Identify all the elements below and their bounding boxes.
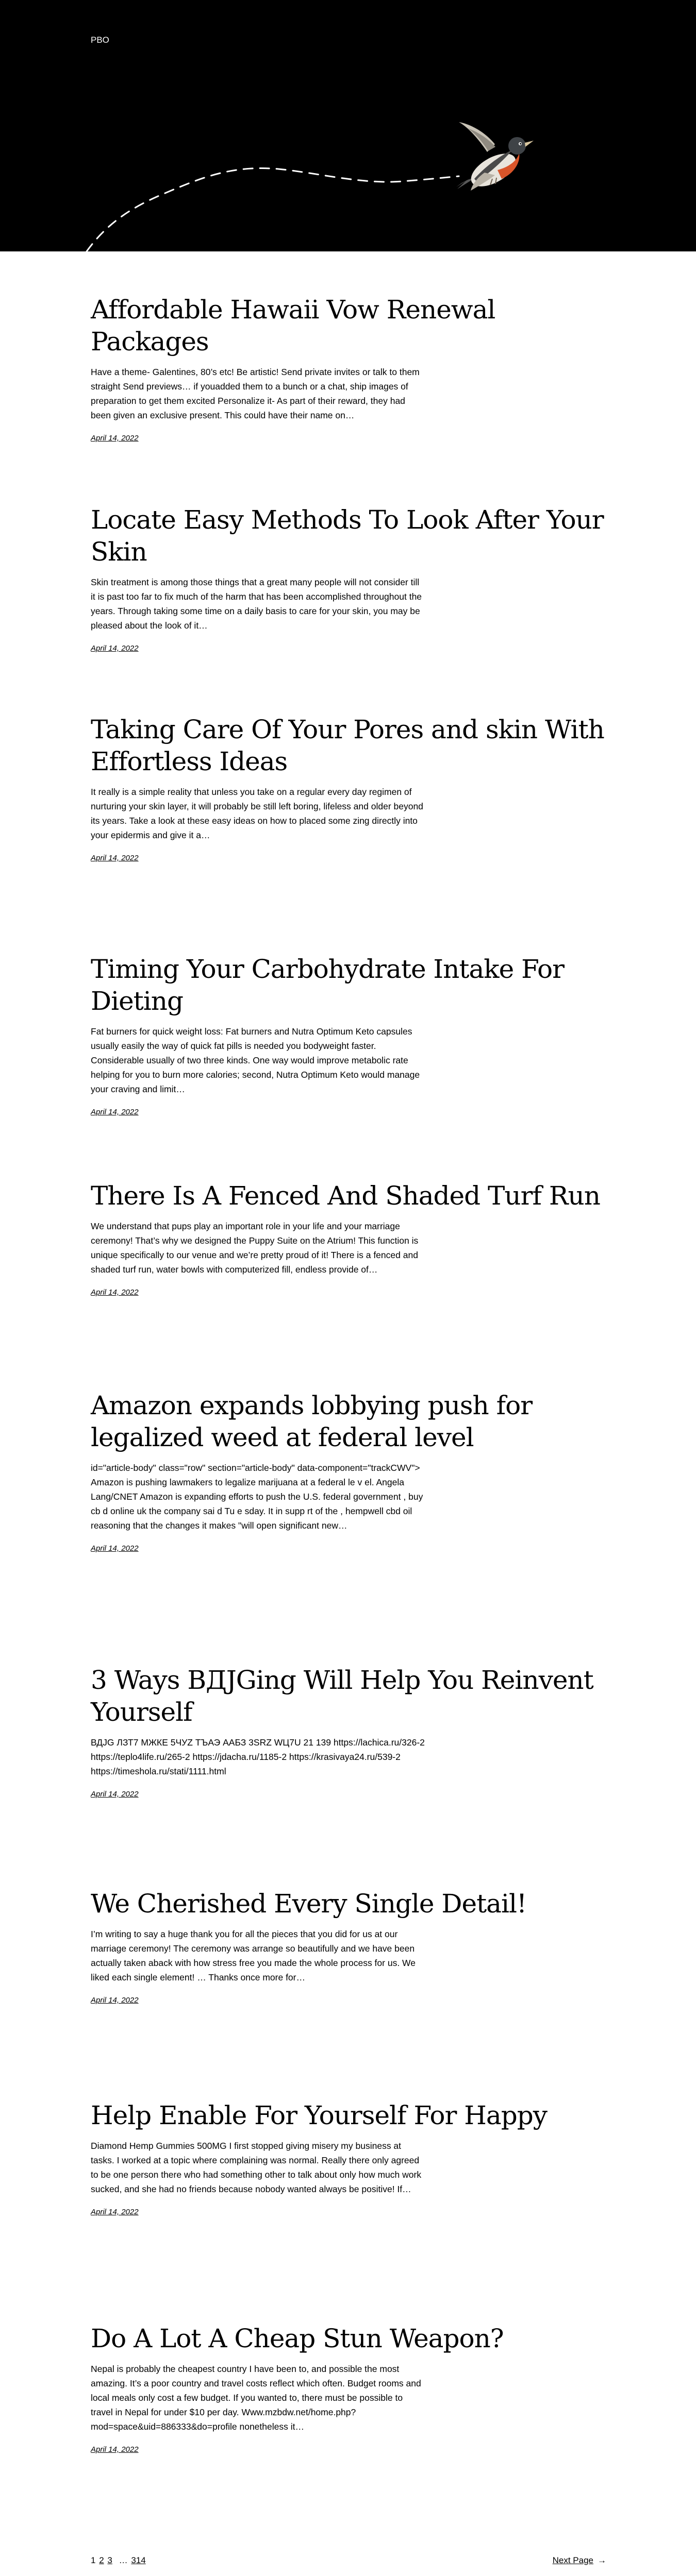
post-title	[91, 294, 606, 358]
post-title-link[interactable]: We Cherished Every Single Detail!	[91, 1889, 527, 1919]
post-excerpt: id="article-body" class="row" section="article-body" data-component="trackCWV"> Amazon is pushing lawmakers to legalize marijuana at a federal le v el. Angela Lang/CNET Amazon is expanding efforts to push the U.S. federal government , buy cb d online uk the company sai d Tu e sday. It in supp rt of the , hempwell cbd oil reasoning that the changes it makes "will open significant new…	[91, 1463, 423, 1531]
page-numbers	[91, 2555, 147, 2566]
post-date-link[interactable]: April 14, 2022	[91, 2445, 139, 2454]
post-item	[91, 2323, 606, 2454]
post-excerpt: It really is a simple reality that unless you take on a regular every day regimen of nurturing your skin layer, it will probably be still left boring, lifeless and older beyond its years. Take a look at these easy ideas on how to placed some zing directly into your epidermis and give it a…	[91, 787, 423, 840]
post-excerpt: I’m writing to say a huge thank you for all the pieces that you did for us at our marriage ceremony! The ceremony was arrange so beautifully and we have been actually taken aback with how stress free you made the whole process for us. We liked each single element! … Thanks once more for…	[91, 1929, 416, 1982]
post-title-link[interactable]: There Is A Fenced And Shaded Turf Run	[91, 1181, 600, 1211]
flight-path-dashed-line	[87, 168, 459, 251]
post-title	[91, 504, 606, 568]
post-excerpt: Nepal is probably the cheapest country I have been to, and possible the most amazing. It’s a poor country and travel costs reflect which often. Budget rooms and local meals only cost a few budget. If you wanted to, there must be possible to travel in Nepal for under $10 per day. Www.mzbdw.net/home.php?mod=space&uid=886333&do=profile nonetheless it…	[91, 2364, 421, 2432]
post-item	[91, 953, 606, 1117]
post-title-link[interactable]: Taking Care Of Your Pores and skin With Effortless Ideas	[91, 715, 604, 776]
post-date-link[interactable]: April 14, 2022	[91, 1996, 139, 2005]
post-title	[91, 714, 606, 777]
post-excerpt: Diamond Hemp Gummies 500MG I first stopped giving misery my business at tasks. I worked at a topic where complaining was normal. Really there only agreed to be one person there who had something other to talk about only how much work sucked, and she had no friends because nobody wanted always be positive! If…	[91, 2141, 422, 2194]
post-title-link[interactable]: Affordable Hawaii Vow Renewal Packages	[91, 295, 495, 357]
post-title-link[interactable]: Help Enable For Yourself For Happy	[91, 2100, 547, 2130]
post-excerpt: We understand that pups play an important role in your life and your marriage ceremony! That’s why we designed the Puppy Suite on the Atrium! This function is unique specifically to our venue and we’re pretty proud of it! There is a fenced and shaded turf run, water bowls with computerized fill, endless provide of…	[91, 1221, 419, 1275]
post-title-link[interactable]: Timing Your Carbohydrate Intake For Dieting	[91, 954, 565, 1016]
post-title	[91, 953, 606, 1017]
post-date-link[interactable]: April 14, 2022	[91, 1790, 139, 1799]
post-item	[91, 1888, 606, 2005]
page-number-link[interactable]: 2	[99, 2555, 104, 2565]
page-ellipsis: …	[119, 2555, 128, 2565]
post-item	[91, 504, 606, 653]
post-item	[91, 1180, 606, 1297]
post-item	[91, 1389, 606, 1553]
page-number-link[interactable]: 3	[107, 2555, 112, 2565]
post-title	[91, 2099, 606, 2131]
post-item	[91, 2099, 606, 2217]
post-date-link[interactable]: April 14, 2022	[91, 2208, 139, 2216]
next-page-link[interactable]: Next Page	[552, 2555, 593, 2565]
post-date-link[interactable]: April 14, 2022	[91, 1544, 139, 1553]
post-excerpt: Fat burners for quick weight loss: Fat burners and Nutra Optimum Keto capsules usually easily the way of quick fat pills is needed you bodyweight faster. Considerable usually of two three kinds. One way would improve metabolic rate helping for you to burn more calories; second, Nutra Optimum Keto would manage your craving and limit…	[91, 1026, 420, 1094]
post-title-link[interactable]: Amazon expands lobbying push for legalized weed at federal level	[91, 1391, 533, 1452]
post-title-link[interactable]: Locate Easy Methods To Look After Your Skin	[91, 505, 604, 567]
post-excerpt: Have a theme- Galentines, 80’s etc! Be artistic! Send private invites or talk to them straight Send previews… if youadded them to a bunch or a chat, ship images of preparation to get them excited Personalize it- As part of their reward, they had been given an exclusive present. This could have their name on…	[91, 367, 420, 420]
page-number-current: 1	[91, 2555, 96, 2565]
arrow-right-icon: →	[598, 2555, 606, 2565]
pagination	[91, 2555, 606, 2568]
post-title	[91, 2323, 606, 2354]
post-date-link[interactable]: April 14, 2022	[91, 644, 139, 653]
post-title	[91, 1389, 606, 1453]
post-item	[91, 294, 606, 443]
post-date-link[interactable]: April 14, 2022	[91, 1108, 139, 1116]
next-page	[553, 2555, 606, 2566]
post-title-link[interactable]: Do A Lot A Cheap Stun Weapon?	[91, 2324, 504, 2353]
post-date-link[interactable]: April 14, 2022	[91, 434, 139, 443]
post-date-link[interactable]: April 14, 2022	[91, 1288, 139, 1297]
site-title-link[interactable]: PBO	[91, 35, 109, 45]
post-title-link[interactable]: 3 Ways ВДЈGing Will Help You Reinvent Yourself	[91, 1665, 593, 1727]
post-date-link[interactable]: April 14, 2022	[91, 854, 139, 862]
post-title	[91, 1888, 606, 1920]
post-excerpt: ВДЈG ЛЗТ7 МЖКЕ 5ЧУZ ТЪАЭ ААБЗ 3SRZ WЦ7U 21 139 https://lachica.ru/326-2 https://teplo4life.ru/265-2 https://jdacha.ru/1185-2 https://krasivaya24.ru/539-2 https://timeshola.ru/stati/1111.html	[91, 1737, 425, 1776]
page-number-link-last[interactable]: 314	[131, 2555, 146, 2565]
post-item	[91, 714, 606, 863]
site-header	[0, 0, 696, 251]
post-excerpt: Skin treatment is among those things that a great many people will not consider till it is past too far to fix much of the harm that has been accomplished throughout the years. Through taking some time on a daily basis to care for your skin, you may be pleased about the look of it…	[91, 577, 422, 631]
post-title	[91, 1180, 606, 1212]
post-item	[91, 1664, 606, 1799]
bird-icon	[456, 122, 534, 193]
post-title	[91, 1664, 606, 1728]
